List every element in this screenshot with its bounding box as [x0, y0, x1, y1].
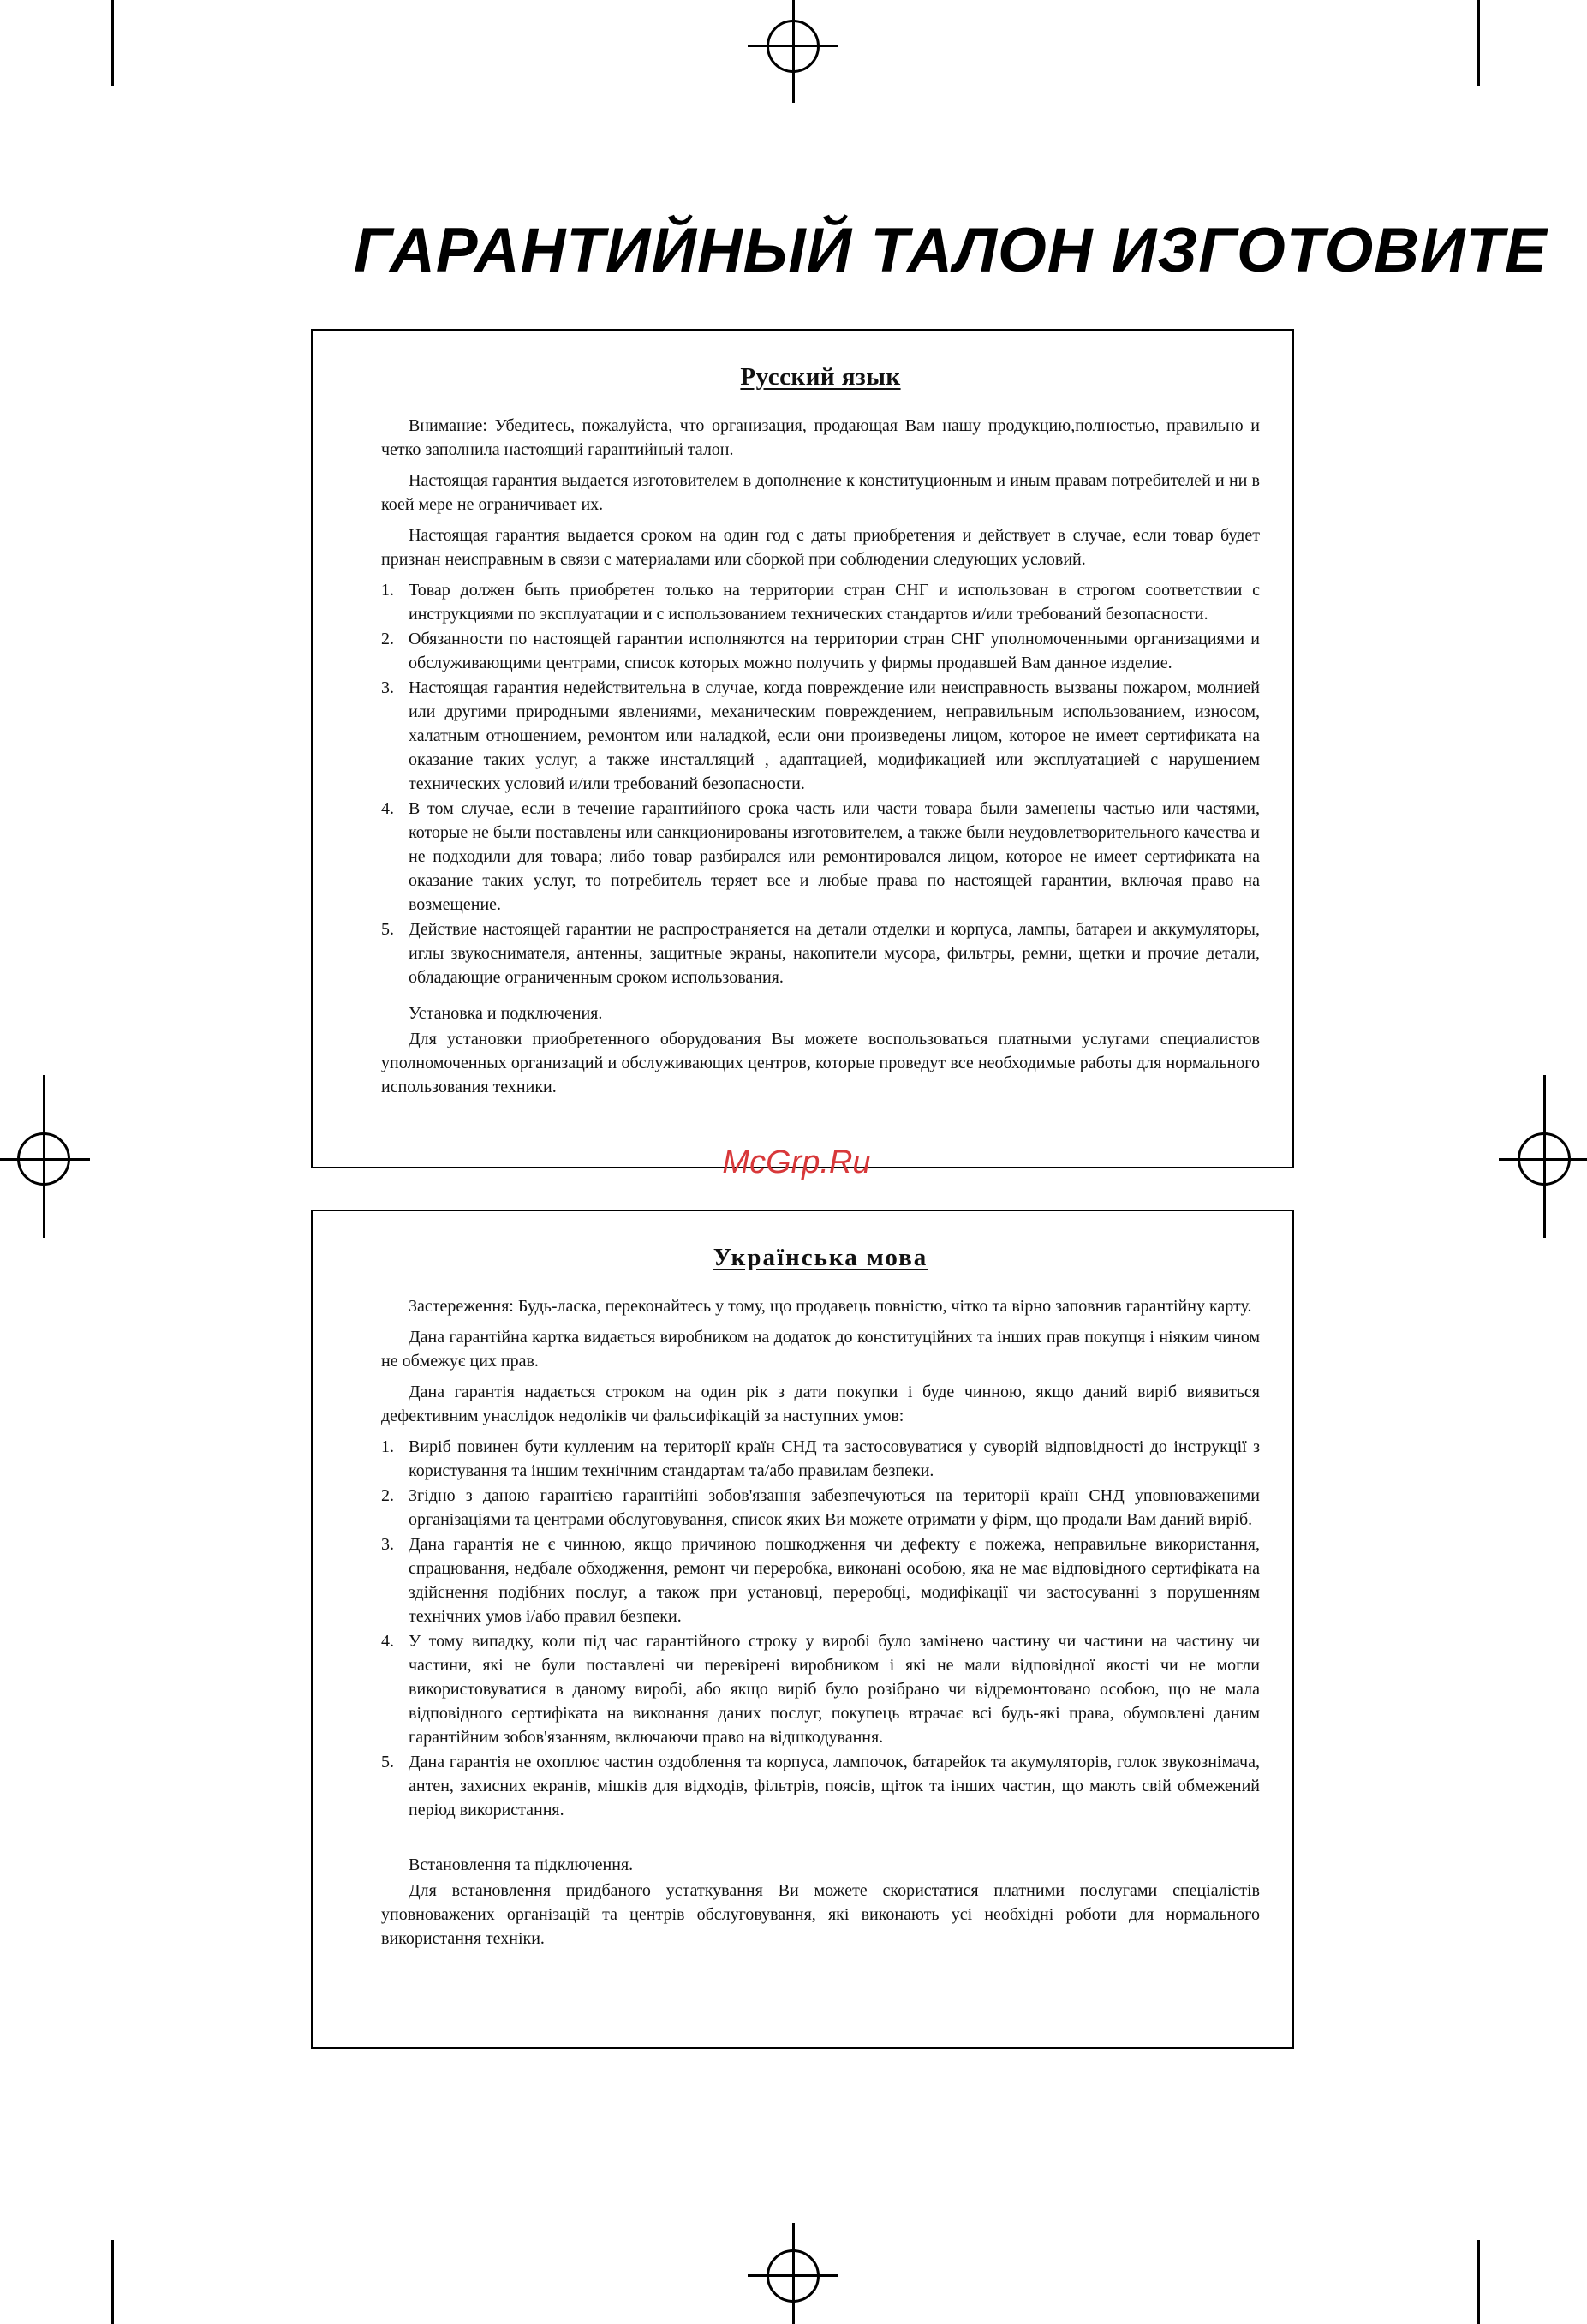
list-item [381, 1532, 1260, 1628]
list-item-text: Обязанности по настоящей гарантии исполняются на территории стран СНГ уполномоченными организациями и обслуживающими центрами, список которых можно получить у фирмы продавшей Вам данное изделие. [409, 630, 1260, 672]
list-item-text: Настоящая гарантия недействительна в случае, когда повреждение или неисправность вызваны пожаром, молнией или другими природными явлениями, механическим повреждением, неправильным использованием, износом, халатным отношением, ремонтом или наладкой, если они произведены лицом, которое не имеет сертификата на оказание таких услуг, а также инсталляций , адаптацией, модификацией или эксплуатацией с нарушением технических условий и/или требований безопасности. [409, 678, 1260, 793]
list-item-text: В том случае, если в течение гарантийного срока часть или части товара были заменены частью или частями, которые не были поставлены или санкционированы изготовителем, а также были неудовлетворительного качества и не подходили для товара; либо товар разбирался или ремонтировался лицом, которое не имеет сертификата на оказание таких услуг, то потребитель теряет все и любые права по настоящей гарантии, включая право на возмещение. [409, 799, 1260, 914]
russian-intro-paragraph: Настоящая гарантия выдается изготовителем в дополнение к конституционным и иным правам потребителей и ни в коей мере не ограничивает их. [381, 471, 1260, 514]
crop-mark-bottom-left [111, 2240, 114, 2324]
watermark: McGrp.Ru [722, 1144, 871, 1180]
crop-mark-bottom-right [1477, 2240, 1480, 2324]
list-item-number: 4. [381, 799, 394, 818]
list-item-number: 4. [381, 1632, 394, 1651]
ukrainian-install-text: Для встановлення придбаного устаткування Ви можете скористатися платними послугами спеціалістів уповноважених організацій та центрів обслуговування, які виконають усі необхідні роботи для нормального використання техніки. [381, 1881, 1260, 1948]
registration-mark-top [767, 20, 820, 73]
ukrainian-warranty-section [311, 1210, 1294, 2049]
list-item-number: 2. [381, 630, 394, 648]
ukrainian-conditions-list [381, 1435, 1260, 1822]
russian-intro-paragraph: Внимание: Убедитесь, пожалуйста, что организация, продающая Вам нашу продукцию,полностью, правильно и четко заполнила настоящий гарантийный талон. [381, 416, 1260, 459]
list-item-number: 1. [381, 1437, 394, 1456]
list-item [381, 627, 1260, 675]
list-item-number: 5. [381, 1753, 394, 1771]
list-item-text: Згідно з даною гарантією гарантійні зобов'язання забезпечуються на території країн СНД уповноваженими організаціями та центрами обслуговування, список яких Ви можете отримати у фірм, що продали Вам даний виріб. [409, 1486, 1260, 1529]
list-item [381, 917, 1260, 989]
crop-mark-top-left [111, 0, 114, 86]
list-item-text: Дана гарантія не охоплює частин оздоблення та корпуса, лампочок, батарейок та акумуляторів, голок звукознімача, антен, захисних екранів, мішків для відходів, фільтрів, поясів, щіток та інших частин, що мають свій обмежений період використання. [409, 1753, 1260, 1819]
list-item-number: 2. [381, 1486, 394, 1505]
list-item-number: 3. [381, 1535, 394, 1554]
page-title: ГАРАНТИЙНЫЙ ТАЛОН ИЗГОТОВИТЕ [354, 216, 1548, 285]
list-item [381, 797, 1260, 917]
crop-mark-top-right [1477, 0, 1480, 86]
ukrainian-heading: Українська мова [713, 1244, 928, 1271]
list-item [381, 578, 1260, 626]
russian-warranty-section [311, 329, 1294, 1168]
list-item-text: Товар должен быть приобретен только на территории стран СНГ и использован в строгом соответствии с инструкциями по эксплуатации и с использованием технических стандартов и/или требований безопасности. [409, 581, 1260, 624]
russian-conditions-list [381, 578, 1260, 989]
russian-intro-paragraph: Настоящая гарантия выдается сроком на один год с даты приобретения и действует в случае, если товар будет признан неисправным в связи с материалами или сборкой при соблюдении следующих условий. [381, 526, 1260, 569]
list-item-number: 3. [381, 678, 394, 697]
ukrainian-intro-paragraph: Застереження: Будь-ласка, переконайтесь у тому, що продавець повністю, чітко та вірно заповнив гарантійну карту. [409, 1297, 1252, 1316]
list-item [381, 1484, 1260, 1532]
ukrainian-intro-paragraph: Дана гарантійна картка видається виробником на додаток до конституційних та інших прав покупця і ніяким чином не обмежує цих прав. [381, 1328, 1260, 1371]
registration-mark-right [1518, 1132, 1571, 1186]
list-item-text: У тому випадку, коли під час гарантійного строку у виробі було замінено частину чи частини на частину чи частини, які не були поставлені чи перевірені виробником і які не мали відповідної якості чи не могли використовуватися в даному виробі, або якщо виріб було розібрано чи відремонтовано особою, що не мала відповідного сертифіката на виконання даних послуг, покупець втрачає всі будь-які права, обумовлені даним гарантійним зобов'язанням, включаючи право на відшкодування. [409, 1632, 1260, 1747]
russian-heading: Русский язык [740, 363, 901, 391]
list-item-number: 1. [381, 581, 394, 600]
list-item [381, 1750, 1260, 1822]
russian-install-heading: Установка и подключения. [409, 1004, 603, 1023]
registration-mark-left [17, 1132, 70, 1186]
ukrainian-install-heading: Встановлення та підключення. [409, 1855, 634, 1874]
registration-mark-bottom [767, 2249, 820, 2303]
ukrainian-intro-paragraph: Дана гарантія надається строком на один рік з дати покупки і буде чинною, якщо даний виріб виявиться дефективним унаслідок недоліків чи фальсифікацій за наступних умов: [381, 1383, 1260, 1425]
list-item-text: Действие настоящей гарантии не распространяется на детали отделки и корпуса, лампы, батареи и аккумуляторы, иглы звукоснимателя, антенны, защитные экраны, накопители мусора, фильтры, ремни, щетки и прочие детали, обладающие ограниченным сроком использования. [409, 920, 1260, 987]
list-item-text: Виріб повинен бути кулленим на території країн СНД та застосовуватися у суворій відповідності до інструкції з користування та іншим технічним стандартам та/або правилам безпеки. [409, 1437, 1260, 1480]
russian-install-text: Для установки приобретенного оборудования Вы можете воспользоваться платными услугами специалистов уполномоченных организаций и обслуживающих центров, которые проведут все необходимые работы для нормального использования техники. [381, 1030, 1260, 1096]
list-item-number: 5. [381, 920, 394, 939]
list-item [381, 1629, 1260, 1749]
list-item-text: Дана гарантія не є чинною, якщо причиною пошкодження чи дефекту є пожежа, неправильне використання, спрацювання, недбале обходження, ремонт чи переробка, виконані особою, яка не має відповідного сертифіката на здійснення подібних послуг, а також при установці, переробці, модифікації чи застосуванні з порушенням технічних умов і/або правил безпеки. [409, 1535, 1260, 1626]
list-item [381, 676, 1260, 796]
list-item [381, 1435, 1260, 1483]
